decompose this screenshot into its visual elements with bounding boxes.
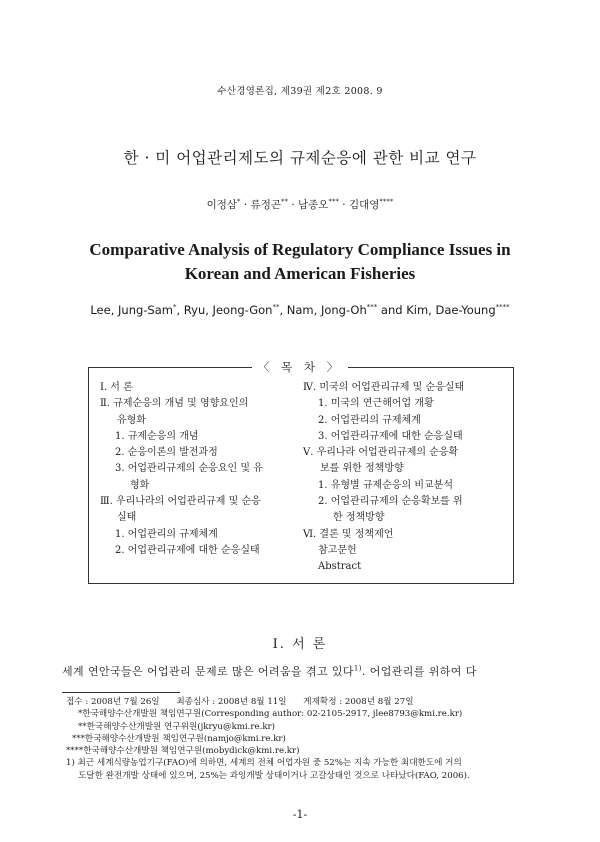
footnotes [66, 696, 546, 782]
korean-authors [0, 197, 600, 212]
toc-item: 2. 어업관리규제에 대한 순응실태 [115, 544, 260, 556]
author-mark: **** [379, 197, 394, 206]
toc-item: 유형화 [117, 414, 146, 426]
received-date: 접수 : 2008년 7월 26일 [66, 697, 160, 707]
toc-item: 보를 위한 정책방향 [320, 463, 404, 475]
toc-item: 형화 [130, 479, 150, 491]
toc-item: 1. 규제순응의 개념 [115, 430, 199, 442]
author-name: 남종오 [298, 199, 329, 211]
author-name: , Ryu, Jeong-Gon [176, 303, 273, 317]
toc-item: Ⅲ. 우리나라의 어업관리규제 및 순응 [100, 496, 261, 508]
toc-item: 2. 순응이론의 발전과정 [115, 447, 218, 459]
author-mark: ** [272, 303, 280, 312]
toc-item: 3. 어업관리규제에 대한 순응실태 [318, 430, 463, 442]
toc-item: 2. 어업관리의 규제체계 [318, 414, 421, 426]
english-title [60, 238, 540, 286]
accepted-date: 게재확정 : 2008년 8월 27일 [303, 697, 414, 707]
toc-left-column [100, 380, 300, 559]
author-separator: · [240, 199, 251, 211]
toc-item: Ⅱ. 규제순응의 개념 및 영향요인의 [100, 398, 249, 410]
page-number: -1- [292, 808, 308, 821]
footnote: 1) 최근 세계식량농업기구(FAO)에 의하면, 세계의 전체 어업자원 중 52%는 지속 가능한 최대한도에 거의 [66, 758, 462, 769]
author-mark: ** [280, 197, 288, 206]
submission-dates [66, 696, 546, 708]
footnote: 도달한 완전개발 상태에 있으며, 25%는 과잉개발 상태이거나 고갈상태인 것으로 나타났다(FAO, 2006). [78, 770, 470, 781]
english-title-line: Korean and American Fisheries [184, 264, 416, 283]
journal-info: 수산경영론집, 제39권 제2호 2008. 9 [217, 86, 383, 97]
author-mark: * [237, 197, 241, 206]
toc-right-column [303, 380, 508, 576]
author-separator: · [338, 199, 349, 211]
author-separator: · [287, 199, 298, 211]
body-text-span: 세계 연안국들은 어업관리 문제로 많은 어려움을 겪고 있다 [62, 665, 354, 678]
affiliation: ****한국해양수산개발원 책임연구원(mobydick@kmi.re.kr) [66, 746, 300, 757]
footnote-divider [62, 692, 180, 693]
toc-item: 1. 어업관리의 규제체계 [115, 528, 218, 540]
toc-item: 한 정책방향 [333, 512, 385, 524]
toc-item: Ⅰ. 서 론 [100, 382, 133, 393]
affiliation: ***한국해양수산개발원 책임연구원(namjo@kmi.re.kr) [72, 733, 286, 744]
body-text-span: . 어업관리를 위하여 다 [361, 665, 477, 678]
toc-item: 3. 어업관리규제의 순응요인 및 유 [115, 463, 263, 475]
author-name: , Nam, Jong-Oh [279, 303, 367, 317]
author-name: Lee, Jung-Sam [90, 303, 173, 317]
toc-item: Ⅴ. 우리나라 어업관리규제의 순응확 [303, 447, 459, 459]
author-name: 류정곤 [250, 199, 281, 211]
toc-item: 1. 미국의 연근해어업 개황 [318, 398, 434, 410]
korean-title: 한 · 미 어업관리제도의 규제순응에 관한 비교 연구 [123, 149, 477, 167]
toc-item: 실태 [117, 512, 137, 524]
toc-item: 참고문헌 [318, 544, 357, 556]
toc-item: 1. 유형별 규제순응의 비교분석 [318, 479, 453, 491]
toc-item: Ⅵ. 결론 및 정책제언 [303, 528, 394, 540]
toc-heading [0, 356, 600, 375]
reviewed-date: 최종심사 : 2008년 8월 11일 [176, 697, 287, 707]
body-paragraph [62, 663, 542, 679]
author-name: 이정삼 [206, 199, 238, 211]
author-mark: * [172, 303, 177, 312]
author-mark: *** [328, 197, 339, 206]
author-name: 김대영 [348, 199, 380, 211]
author-name: and Kim, Dae-Young [377, 303, 496, 317]
author-mark: **** [495, 303, 510, 312]
affiliation: **한국해양수산개발원 연구위원(jkryu@kmi.re.kr) [78, 721, 275, 732]
toc-item: 2. 어업관리규제의 순응확보를 위 [318, 496, 463, 508]
section-heading: Ⅰ. 서 론 [272, 637, 328, 652]
author-mark: *** [366, 303, 378, 312]
footnote-reference: 1) [353, 664, 362, 673]
toc-item: Ⅳ. 미국의 어업관리규제 및 순응실태 [303, 382, 465, 393]
english-authors [0, 303, 600, 317]
english-title-line: Comparative Analysis of Regulatory Compliance Issues in [89, 240, 511, 259]
toc-heading-text: 〈 목 차 〉 [252, 360, 348, 374]
toc-item: Abstract [318, 561, 362, 573]
affiliation: *한국해양수산개발원 책임연구원(Corresponding author: 02-2105-2917, jlee8793@kmi.re.kr) [78, 709, 463, 720]
